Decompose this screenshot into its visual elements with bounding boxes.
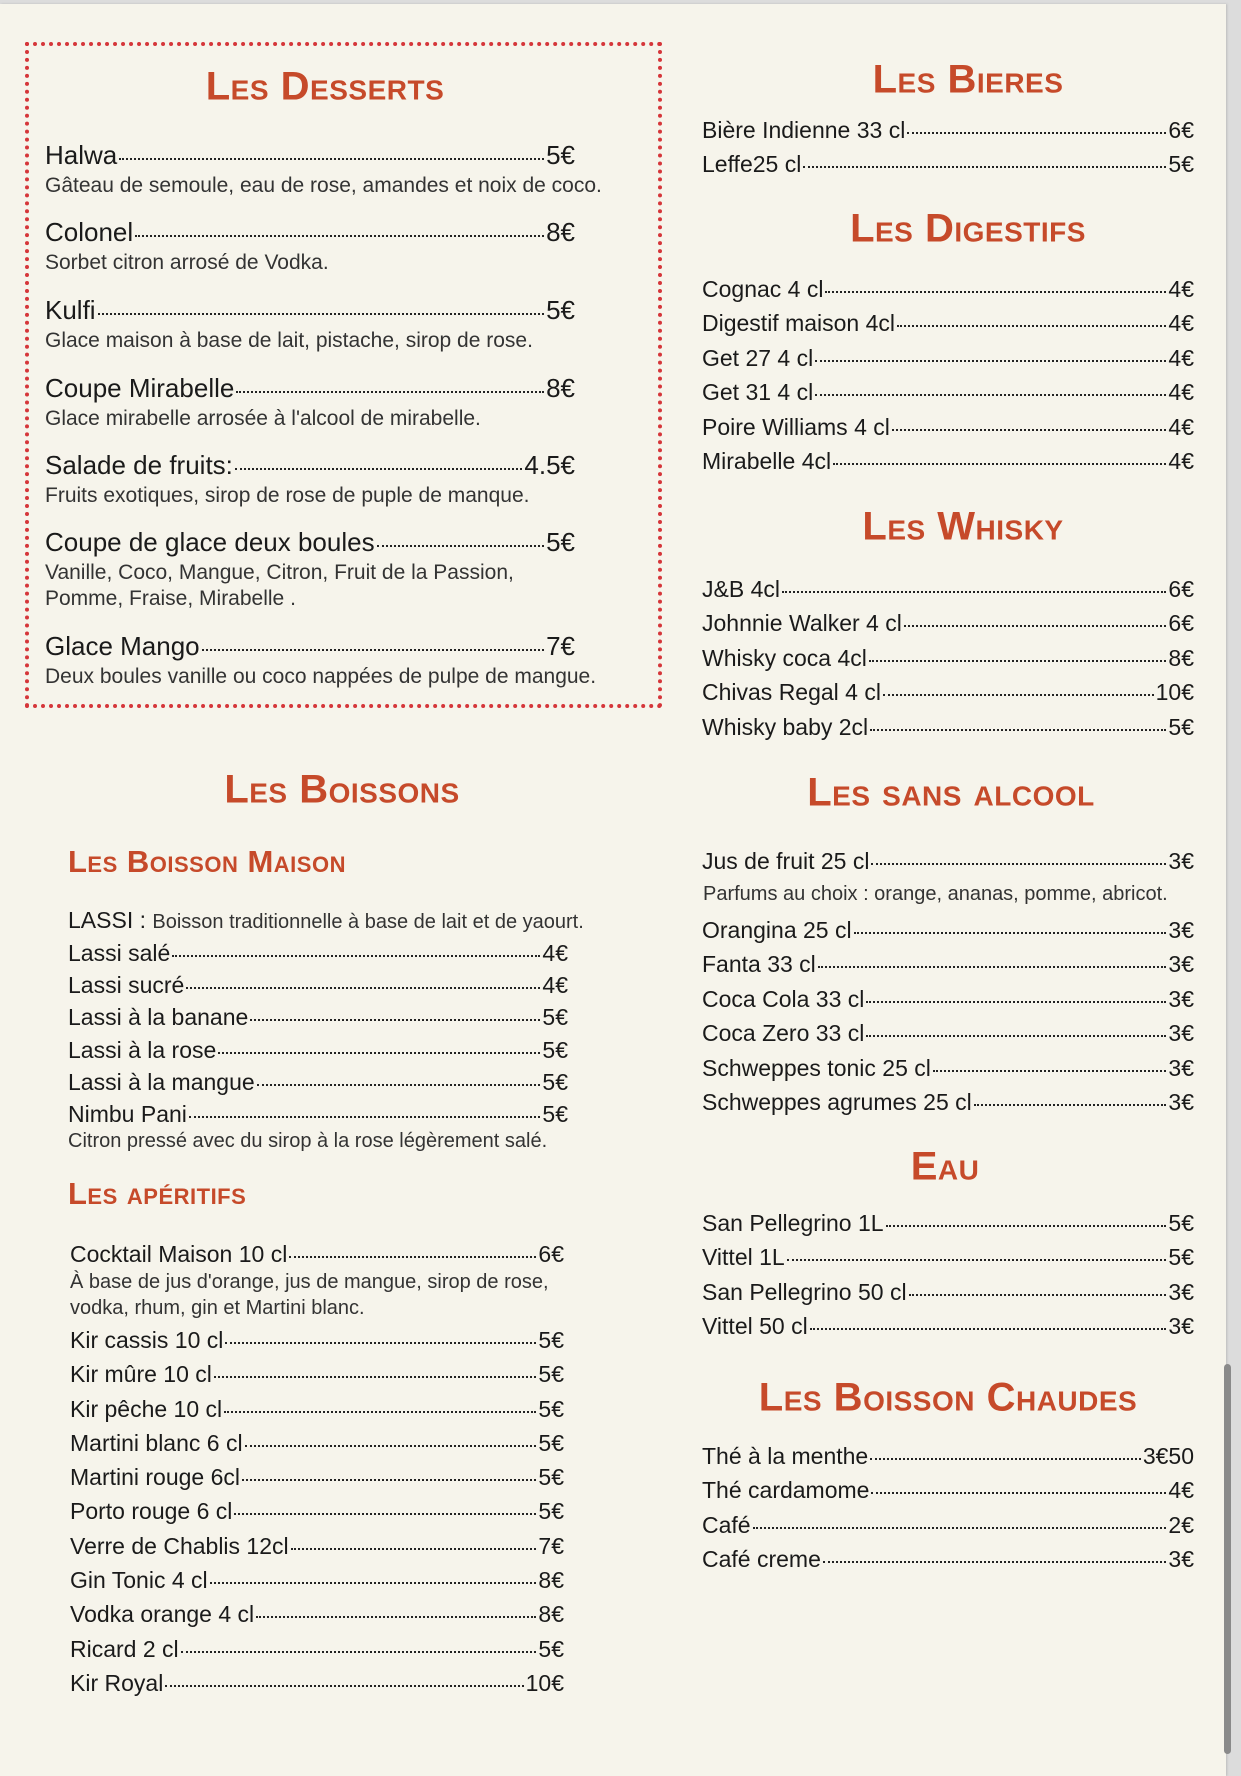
dot-leader xyxy=(236,391,544,393)
menu-item xyxy=(45,447,575,483)
item-name: Thé à la menthe xyxy=(702,1443,869,1469)
desserts-title: Les Desserts xyxy=(205,64,445,109)
lassi-label: LASSI : xyxy=(68,907,153,933)
dot-leader xyxy=(810,1328,1167,1330)
menu-item xyxy=(68,1001,568,1033)
dot-leader xyxy=(974,1104,1167,1106)
dessert-item xyxy=(45,137,602,199)
lassi-intro xyxy=(68,907,584,934)
item-name: Jus de fruit 25 cl xyxy=(702,848,870,874)
menu-item xyxy=(702,641,1194,675)
eau-title: Eau xyxy=(910,1144,980,1189)
menu-item xyxy=(702,410,1194,444)
boisson-chaudes-title: Les Boisson Chaudes xyxy=(758,1375,1138,1420)
menu-item xyxy=(702,1240,1194,1274)
menu-item xyxy=(702,1206,1194,1240)
menu-item xyxy=(702,444,1194,478)
item-price: 4€ xyxy=(542,972,568,999)
dot-leader xyxy=(250,1019,540,1021)
item-price: 5€ xyxy=(546,527,575,557)
item-name: Coca Zero 33 cl xyxy=(702,1020,865,1047)
item-description: Glace mirabelle arrosée à l'alcool de mirabelle. xyxy=(45,407,481,430)
item-price: 8€ xyxy=(546,217,575,247)
item-name: Whisky coca 4cl xyxy=(702,644,867,671)
item-price: 5€ xyxy=(538,1395,564,1422)
item-price: 6€ xyxy=(1168,576,1194,602)
item-price: 3€ xyxy=(1168,1054,1194,1081)
item-name: Mirabelle 4cl xyxy=(702,447,832,474)
menu-item xyxy=(702,1309,1194,1343)
menu-item xyxy=(702,710,1194,744)
menu-item xyxy=(702,1508,1194,1542)
item-price: 10€ xyxy=(1155,679,1194,706)
item-name: Coupe Mirabelle xyxy=(45,373,235,403)
item-price: 4€ xyxy=(1168,1477,1194,1504)
item-name: Cognac 4 cl xyxy=(702,276,824,302)
menu-item xyxy=(702,913,1194,947)
item-name: Schweppes tonic 25 cl xyxy=(702,1054,931,1081)
menu-item xyxy=(702,947,1194,981)
dot-leader xyxy=(833,463,1166,465)
menu-item xyxy=(45,524,575,560)
item-name: Salade de fruits: xyxy=(45,450,233,480)
item-name: San Pellegrino 50 cl xyxy=(702,1278,907,1305)
menu-item xyxy=(70,1323,564,1357)
item-name: Coca Cola 33 cl xyxy=(702,985,865,1012)
item-price: 3€ xyxy=(1168,951,1194,978)
dot-leader xyxy=(886,1225,1167,1227)
item-name: Lassi à la banane xyxy=(68,1004,249,1031)
item-price: 5€ xyxy=(542,1004,568,1031)
item-price: 10€ xyxy=(525,1669,564,1696)
dot-leader xyxy=(189,1116,541,1118)
item-price: 5€ xyxy=(546,295,575,325)
item-name: Orangina 25 cl xyxy=(702,917,852,943)
item-price: 5€ xyxy=(1168,1210,1194,1236)
menu-item xyxy=(702,982,1194,1016)
item-name: Get 31 4 cl xyxy=(702,379,814,406)
item-price: 5€ xyxy=(538,1361,564,1388)
menu-item xyxy=(702,1439,1194,1473)
menu-item xyxy=(702,1275,1194,1309)
menu-item xyxy=(702,572,1194,606)
digestifs-list xyxy=(702,272,1194,478)
item-name: Kir cassis 10 cl xyxy=(70,1327,224,1353)
bieres-list xyxy=(702,113,1194,182)
dot-leader xyxy=(257,1084,541,1086)
menu-item xyxy=(45,214,575,250)
item-description: Fruits exotiques, sirop de rose de puple de manque. xyxy=(45,484,530,507)
menu-item xyxy=(68,969,568,1001)
dessert-item xyxy=(45,524,575,612)
nimbu-pani-description: Citron pressé avec du sirop à la rose légèrement salé. xyxy=(68,1130,548,1152)
item-name: Digestif maison 4cl xyxy=(702,310,896,337)
menu-item xyxy=(702,1085,1194,1119)
item-description: Gâteau de semoule, eau de rose, amandes et noix de coco. xyxy=(45,174,602,197)
jus-description: Parfums au choix : orange, ananas, pomme, abricot. xyxy=(703,883,1168,905)
menu-item xyxy=(70,1529,564,1563)
item-price: 3€ xyxy=(1168,848,1194,874)
item-description: À base de jus d'orange, jus de mangue, sirop de rose, xyxy=(70,1271,549,1293)
item-price: 8€ xyxy=(538,1601,564,1628)
dot-leader xyxy=(235,468,523,470)
item-name: Lassi salé xyxy=(68,940,171,966)
item-name: Leffe25 cl xyxy=(702,151,802,178)
item-name: Johnnie Walker 4 cl xyxy=(702,610,902,637)
item-price: 5€ xyxy=(538,1429,564,1456)
item-price: 5€ xyxy=(542,1036,568,1063)
whisky-list xyxy=(702,572,1194,744)
dot-leader xyxy=(907,132,1166,134)
dot-leader xyxy=(172,955,540,957)
item-description: Pomme, Fraise, Mirabelle . xyxy=(45,587,296,610)
dot-leader xyxy=(186,987,540,989)
menu-item xyxy=(45,292,575,328)
item-name: Kulfi xyxy=(45,295,96,325)
item-name: Schweppes agrumes 25 cl xyxy=(702,1088,972,1115)
dot-leader xyxy=(933,1070,1167,1072)
menu-item xyxy=(70,1392,564,1426)
item-description: Sorbet citron arrosé de Vodka. xyxy=(45,251,329,274)
dessert-item xyxy=(45,214,575,276)
dot-leader xyxy=(871,863,1166,865)
dot-leader xyxy=(210,1582,537,1584)
item-name: San Pellegrino 1L xyxy=(702,1210,884,1236)
item-name: Gin Tonic 4 cl xyxy=(70,1567,208,1594)
menu-page xyxy=(0,4,1226,1776)
item-price: 5€ xyxy=(1168,713,1194,740)
item-name: Martini rouge 6cl xyxy=(70,1464,241,1491)
menu-item xyxy=(702,1542,1194,1576)
menu-item xyxy=(702,1473,1194,1507)
dot-leader xyxy=(225,1342,536,1344)
dot-leader xyxy=(897,325,1166,327)
item-price: 4€ xyxy=(1168,276,1194,302)
menu-item xyxy=(45,370,575,406)
dot-leader xyxy=(245,1445,537,1447)
item-name: Café creme xyxy=(702,1546,821,1573)
item-name: Café xyxy=(702,1511,751,1538)
menu-item xyxy=(70,1597,564,1631)
item-name: Kir Royal xyxy=(70,1669,164,1696)
item-name: Kir mûre 10 cl xyxy=(70,1361,212,1388)
dot-leader xyxy=(818,966,1167,968)
item-name: Thé cardamome xyxy=(702,1477,870,1504)
item-name: Ricard 2 cl xyxy=(70,1635,179,1662)
item-price: 2€ xyxy=(1168,1511,1194,1538)
dot-leader xyxy=(234,1513,536,1515)
item-price: 3€ xyxy=(1168,985,1194,1012)
bieres-title: Les Bieres xyxy=(872,57,1064,102)
item-name: Chivas Regal 4 cl xyxy=(702,679,881,706)
item-name: Vodka orange 4 cl xyxy=(70,1601,255,1628)
menu-item xyxy=(702,272,1194,306)
item-price: 4€ xyxy=(1168,310,1194,337)
item-name: Cocktail Maison 10 cl xyxy=(70,1241,288,1267)
menu-item xyxy=(70,1632,564,1666)
dot-leader xyxy=(825,291,1166,293)
item-price: 7€ xyxy=(546,631,575,661)
jus-de-fruit xyxy=(702,844,1194,878)
scrollbar[interactable] xyxy=(1224,1364,1231,1754)
item-price: 4.5€ xyxy=(524,450,575,480)
item-name: Porto rouge 6 cl xyxy=(70,1498,233,1525)
item-price: 3€50 xyxy=(1142,1443,1194,1469)
menu-item xyxy=(68,1098,568,1130)
dot-leader xyxy=(291,1548,537,1550)
dot-leader xyxy=(803,166,1166,168)
menu-item xyxy=(702,375,1194,409)
item-name: Bière Indienne 33 cl xyxy=(702,117,906,143)
menu-item xyxy=(45,137,575,173)
dot-leader xyxy=(869,660,1167,662)
dessert-item xyxy=(45,292,575,354)
dot-leader xyxy=(377,545,544,547)
dot-leader xyxy=(218,1052,540,1054)
item-name: Nimbu Pani xyxy=(68,1100,187,1127)
boisson-chaudes-list xyxy=(702,1439,1194,1577)
dot-leader xyxy=(135,235,544,237)
item-name: Kir pêche 10 cl xyxy=(70,1395,223,1422)
menu-item xyxy=(702,675,1194,709)
item-price: 3€ xyxy=(1168,1278,1194,1305)
aperitifs-list xyxy=(70,1323,564,1700)
dot-leader xyxy=(904,625,1167,627)
menu-item xyxy=(70,1563,564,1597)
menu-item xyxy=(68,937,568,969)
menu-item xyxy=(70,1357,564,1391)
item-price: 5€ xyxy=(538,1327,564,1353)
item-price: 7€ xyxy=(538,1532,564,1559)
dot-leader xyxy=(815,360,1166,362)
dessert-item xyxy=(45,447,575,509)
menu-item xyxy=(702,113,1194,147)
item-name: Coupe de glace deux boules xyxy=(45,527,375,557)
item-price: 5€ xyxy=(538,1464,564,1491)
item-price: 6€ xyxy=(1168,610,1194,637)
item-description: Vanille, Coco, Mangue, Citron, Fruit de la Passion, xyxy=(45,561,514,584)
dot-leader xyxy=(823,1561,1167,1563)
menu-item xyxy=(702,606,1194,640)
item-price: 5€ xyxy=(1168,1244,1194,1271)
item-name: Lassi à la rose xyxy=(68,1036,217,1063)
menu-item xyxy=(702,1051,1194,1085)
dot-leader xyxy=(214,1376,537,1378)
dot-leader xyxy=(202,649,544,651)
item-name: Fanta 33 cl xyxy=(702,951,816,978)
eau-list xyxy=(702,1206,1194,1344)
boissons-title: Les Boissons xyxy=(224,767,460,812)
dot-leader xyxy=(815,394,1166,396)
dot-leader xyxy=(870,729,1166,731)
item-price: 5€ xyxy=(542,1100,568,1127)
item-name: Lassi sucré xyxy=(68,972,185,999)
menu-item xyxy=(68,1034,568,1066)
lassi-description: Boisson traditionnelle à base de lait et de yaourt. xyxy=(152,911,584,933)
dot-leader xyxy=(892,429,1167,431)
dot-leader xyxy=(98,313,545,315)
dessert-item xyxy=(45,370,575,432)
item-name: Verre de Chablis 12cl xyxy=(70,1532,289,1559)
item-name: Vittel 50 cl xyxy=(702,1313,808,1340)
item-price: 3€ xyxy=(1168,1313,1194,1340)
item-price: 6€ xyxy=(538,1241,564,1267)
menu-item xyxy=(70,1494,564,1528)
menu-item xyxy=(702,844,1194,878)
item-price: 4€ xyxy=(1168,447,1194,474)
sans-alcool-list xyxy=(702,913,1194,1119)
whisky-title: Les Whisky xyxy=(862,504,1064,549)
item-price: 3€ xyxy=(1168,1088,1194,1115)
boisson-maison-list xyxy=(68,937,568,1130)
menu-item xyxy=(70,1666,564,1700)
item-price: 5€ xyxy=(1168,151,1194,178)
cocktail-maison xyxy=(70,1239,564,1321)
item-price: 4€ xyxy=(542,940,568,966)
dot-leader xyxy=(870,1458,1141,1460)
item-price: 4€ xyxy=(1168,379,1194,406)
item-price: 6€ xyxy=(1168,117,1194,143)
aperitifs-title: Les apéritifs xyxy=(68,1176,247,1211)
item-description: vodka, rhum, gin et Martini blanc. xyxy=(70,1297,365,1319)
item-price: 3€ xyxy=(1168,1546,1194,1573)
item-description: Deux boules vanille ou coco nappées de pulpe de mangue. xyxy=(45,665,597,688)
dot-leader xyxy=(787,1259,1167,1261)
dot-leader xyxy=(883,694,1154,696)
dot-leader xyxy=(289,1256,536,1258)
dot-leader xyxy=(181,1651,537,1653)
item-name: Martini blanc 6 cl xyxy=(70,1429,243,1456)
item-price: 5€ xyxy=(538,1635,564,1662)
digestifs-title: Les Digestifs xyxy=(850,206,1086,251)
item-description: Glace maison à base de lait, pistache, sirop de rose. xyxy=(45,329,533,352)
item-name: Glace Mango xyxy=(45,631,200,661)
dot-leader xyxy=(866,1001,1166,1003)
dot-leader xyxy=(256,1616,536,1618)
dot-leader xyxy=(871,1492,1166,1494)
dot-leader xyxy=(753,1527,1167,1529)
item-name: Get 27 4 cl xyxy=(702,344,814,371)
item-price: 5€ xyxy=(538,1498,564,1525)
dot-leader xyxy=(242,1479,536,1481)
dot-leader xyxy=(909,1294,1167,1296)
item-price: 3€ xyxy=(1168,1020,1194,1047)
item-name: Halwa xyxy=(45,140,118,170)
boisson-maison-title: Les Boisson Maison xyxy=(68,844,346,879)
dot-leader xyxy=(866,1035,1166,1037)
dot-leader xyxy=(165,1685,523,1687)
menu-item xyxy=(70,1426,564,1460)
menu-item xyxy=(45,628,575,664)
menu-item xyxy=(702,306,1194,340)
menu-item xyxy=(68,1066,568,1098)
dot-leader xyxy=(119,158,544,160)
item-name: Colonel xyxy=(45,217,134,247)
menu-item xyxy=(702,341,1194,375)
menu-item xyxy=(702,147,1194,181)
item-price: 8€ xyxy=(1168,644,1194,671)
dot-leader xyxy=(854,932,1167,934)
item-price: 8€ xyxy=(546,373,575,403)
item-price: 4€ xyxy=(1168,344,1194,371)
item-name: Whisky baby 2cl xyxy=(702,713,869,740)
dot-leader xyxy=(782,591,1166,593)
item-price: 3€ xyxy=(1168,917,1194,943)
sans-alcool-title: Les sans alcool xyxy=(807,770,1095,815)
item-name: Lassi à la mangue xyxy=(68,1068,255,1095)
item-price: 5€ xyxy=(542,1068,568,1095)
menu-item xyxy=(70,1239,564,1269)
item-price: 5€ xyxy=(546,140,575,170)
dessert-item xyxy=(45,628,597,690)
dot-leader xyxy=(224,1411,536,1413)
item-price: 8€ xyxy=(538,1567,564,1594)
item-name: J&B 4cl xyxy=(702,576,780,602)
item-name: Vittel 1L xyxy=(702,1244,785,1271)
item-price: 4€ xyxy=(1168,413,1194,440)
menu-item xyxy=(70,1460,564,1494)
menu-item xyxy=(702,1016,1194,1050)
item-name: Poire Williams 4 cl xyxy=(702,413,890,440)
